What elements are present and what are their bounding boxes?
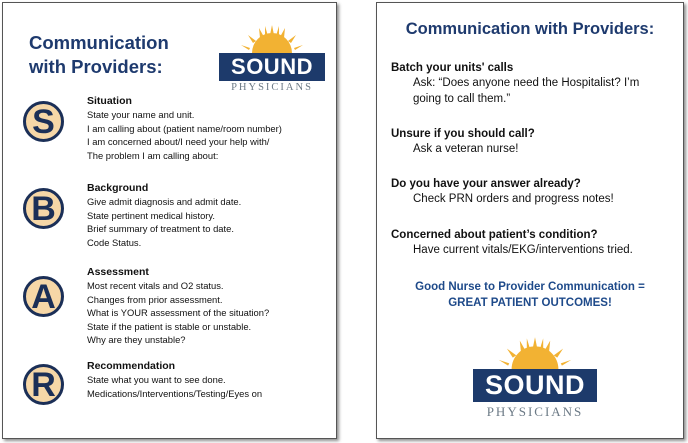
text-line: Give admit diagnosis and admit date. xyxy=(87,196,242,207)
letter-a-badge: A xyxy=(23,276,64,317)
card-title: Communication with Providers: xyxy=(405,20,655,38)
tip-block xyxy=(391,177,681,208)
tip-line: Check PRN orders and progress notes! xyxy=(413,193,614,205)
footer-line-2: GREAT PATIENT OUTCOMES! xyxy=(448,297,612,309)
tip-line: Ask a veteran nurse! xyxy=(413,143,519,155)
tip-line: Ask: “Does anyone need the Hospitalist? I’m xyxy=(413,77,640,89)
sun-icon xyxy=(473,335,597,369)
sound-physicians-logo xyxy=(219,23,325,93)
text-line: State if the patient is stable or unstable. xyxy=(87,320,252,332)
text-line: Code Status. xyxy=(87,236,142,248)
text-line: I am calling about (patient name/room number) xyxy=(87,122,282,134)
text-line: Changes from prior assessment. xyxy=(87,293,223,305)
logo-wordmark: SOUND xyxy=(219,53,325,81)
letter-b-badge: B xyxy=(23,188,64,229)
letter-r-badge: R xyxy=(23,364,64,405)
section-heading: Situation xyxy=(87,95,132,107)
text-line: Why are they unstable? xyxy=(87,334,186,346)
letter-s-badge: S xyxy=(23,101,64,142)
section-heading: Background xyxy=(87,182,149,194)
tip-line: Have current vitals/EKG/interventions tried. xyxy=(413,244,633,256)
tip-heading: Batch your units' calls xyxy=(391,62,514,74)
text-line: State what you want to see done. xyxy=(87,374,226,385)
logo-subtitle: PHYSICIANS xyxy=(231,82,313,93)
tip-block xyxy=(391,127,681,158)
sun-icon xyxy=(219,23,325,53)
sound-physicians-logo xyxy=(473,335,597,420)
card-title: Communication with Providers: xyxy=(29,32,169,77)
text-line: I am concerned about/I need your help with/ xyxy=(87,136,270,148)
logo-subtitle: PHYSICIANS xyxy=(486,404,584,419)
tip-heading: Concerned about patient’s condition? xyxy=(391,229,598,241)
section-heading: Recommendation xyxy=(87,360,176,372)
text-line: Brief summary of treatment to date. xyxy=(87,223,234,235)
text-line: The problem I am calling about: xyxy=(87,149,219,161)
section-heading: Assessment xyxy=(87,266,149,278)
text-line: State pertinent medical history. xyxy=(87,209,216,221)
text-line: Medications/Interventions/Testing/Eyes on xyxy=(87,387,263,399)
text-line: What is YOUR assessment of the situation? xyxy=(87,307,270,319)
tips-card xyxy=(376,2,684,439)
text-line: State your name and unit. xyxy=(87,109,195,120)
tip-block xyxy=(391,228,681,259)
tip-block xyxy=(391,61,681,107)
tip-heading: Unsure if you should call? xyxy=(391,128,535,140)
sbar-card xyxy=(2,2,337,439)
logo-wordmark: SOUND xyxy=(473,369,597,402)
footer-line-1: Good Nurse to Provider Communication = xyxy=(415,281,645,293)
tip-line: going to call them.” xyxy=(413,92,511,105)
tip-heading: Do you have your answer already? xyxy=(391,178,581,190)
text-line: Most recent vitals and O2 status. xyxy=(87,280,224,291)
